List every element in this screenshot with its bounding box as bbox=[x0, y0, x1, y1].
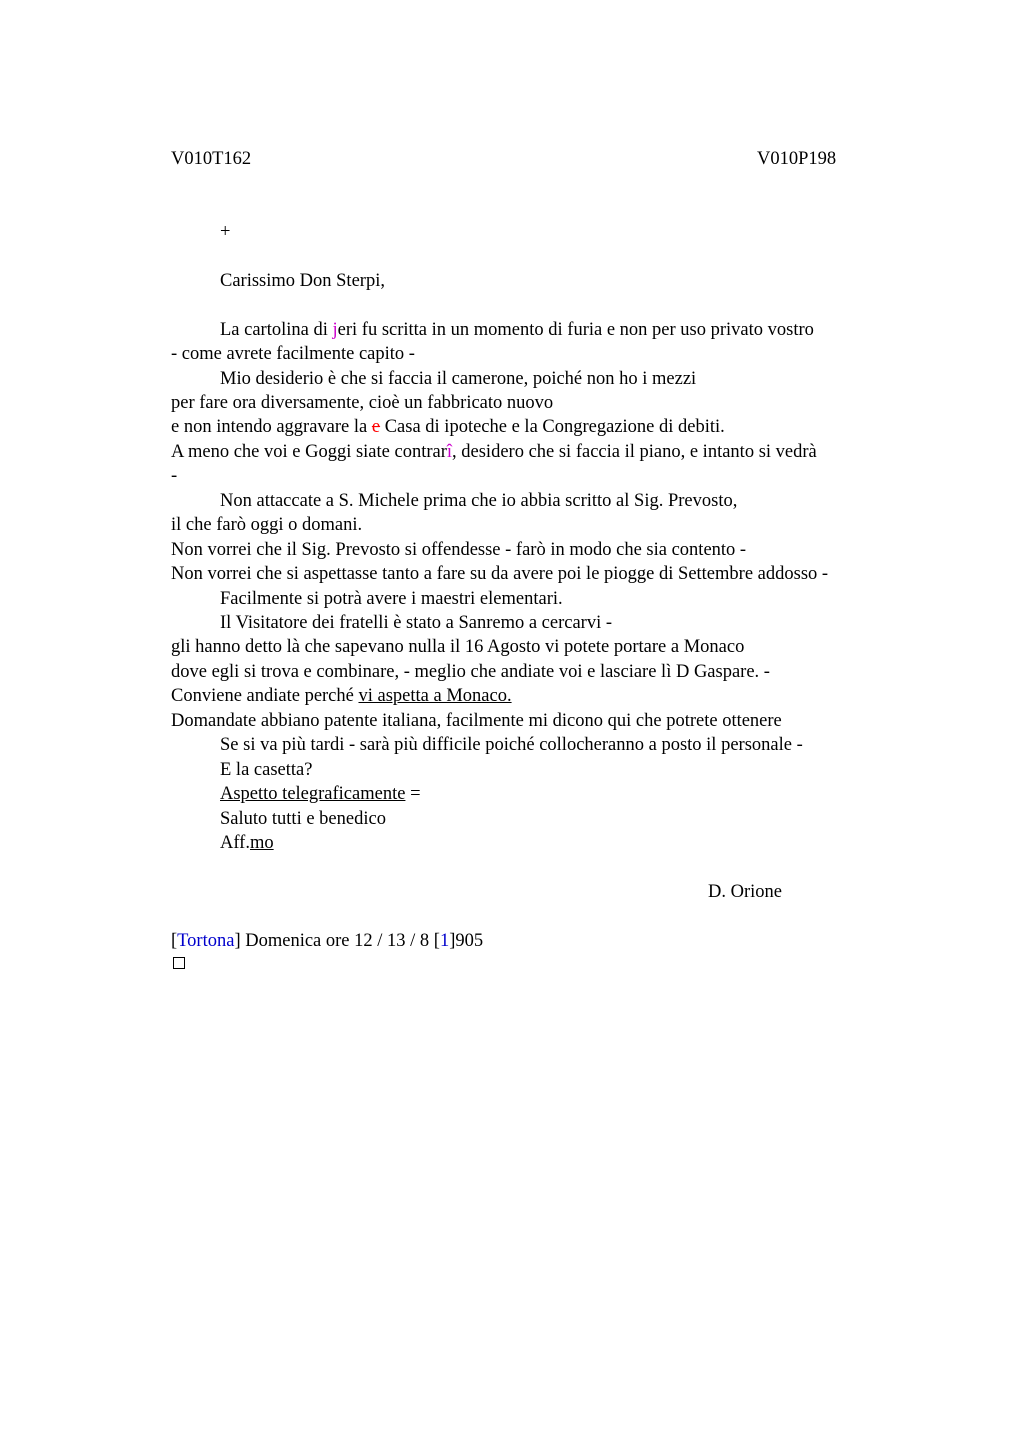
signature: D. Orione bbox=[708, 882, 782, 902]
text: [ bbox=[171, 931, 178, 951]
letter-line: - come avrete facilmente capito - bbox=[171, 344, 415, 364]
letter-line bbox=[171, 443, 817, 462]
square-icon bbox=[173, 957, 185, 969]
letter-line: E la casetta? bbox=[220, 760, 313, 780]
letter-line: dove egli si trova e combinare, - meglio che andiate voi e lasciare lì D Gaspare. - bbox=[171, 662, 770, 682]
letter-line bbox=[220, 321, 814, 340]
document-code-left: V010T162 bbox=[171, 149, 252, 169]
letter-line: Se si va più tardi - sarà più difficile poiché collocheranno a posto il personale - bbox=[220, 735, 803, 755]
letter-line: Mio desiderio è che si faccia il camerone, poiché non ho i mezzi bbox=[220, 369, 697, 389]
underlined-text: vi aspetta a Monaco. bbox=[358, 686, 512, 706]
text: = bbox=[405, 784, 421, 804]
letter-line: Facilmente si potrà avere i maestri elementari. bbox=[220, 589, 563, 609]
letter-line: il che farò oggi o domani. bbox=[171, 515, 363, 535]
text: ]905 bbox=[449, 931, 484, 951]
text: e non intendo aggravare la bbox=[171, 417, 372, 437]
dateline bbox=[171, 932, 483, 951]
letter-line bbox=[171, 687, 512, 706]
text: eri fu scritta in un momento di furia e non per uso privato vostro bbox=[337, 320, 814, 340]
text: Conviene andiate perché bbox=[171, 686, 359, 706]
closing-line: Saluto tutti e benedico bbox=[220, 809, 386, 829]
text: Casa di ipoteche e la Congregazione di debiti. bbox=[380, 417, 725, 437]
closing-line bbox=[220, 834, 274, 853]
letter-line: - bbox=[171, 466, 178, 486]
text: La cartolina di bbox=[220, 320, 333, 340]
letter-line: Domandate abbiano patente italiana, facilmente mi dicono qui che potrete ottenere bbox=[171, 711, 782, 731]
cross-mark: + bbox=[220, 222, 231, 242]
deleted-text: e bbox=[371, 417, 381, 437]
text: A meno che voi e Goggi siate contrar bbox=[171, 442, 447, 462]
editor-correction: î bbox=[446, 442, 453, 462]
document-code-right: V010P198 bbox=[757, 149, 837, 169]
editor-correction: j bbox=[332, 320, 338, 340]
letter-line: Non attaccate a S. Michele prima che io abbia scritto al Sig. Prevosto, bbox=[220, 491, 738, 511]
letter-line: gli hanno detto là che sapevano nulla il 16 Agosto vi potete portare a Monaco bbox=[171, 637, 745, 657]
letter-line bbox=[171, 418, 725, 437]
underlined-text: mo bbox=[249, 833, 274, 853]
letter-line: per fare ora diversamente, cioè un fabbricato nuovo bbox=[171, 393, 554, 413]
underlined-text: Aspetto telegraficamente bbox=[220, 784, 406, 804]
letter-line: Non vorrei che si aspettasse tanto a fare su da avere poi le piogge di Settembre addosso - bbox=[171, 564, 829, 584]
text: ] Domenica ore 12 / 13 / 8 [ bbox=[234, 931, 440, 951]
salutation: Carissimo Don Sterpi, bbox=[220, 271, 385, 291]
editor-insertion: Tortona bbox=[177, 931, 235, 951]
letter-line: Non vorrei che il Sig. Prevosto si offendesse - farò in modo che sia contento - bbox=[171, 540, 747, 560]
letter-line bbox=[220, 785, 421, 804]
letter-line: Il Visitatore dei fratelli è stato a Sanremo a cercarvi - bbox=[220, 613, 613, 633]
text: , desidero che si faccia il piano, e intanto si vedrà bbox=[452, 442, 817, 462]
text: Aff. bbox=[220, 833, 250, 853]
editor-insertion: 1 bbox=[439, 931, 450, 951]
